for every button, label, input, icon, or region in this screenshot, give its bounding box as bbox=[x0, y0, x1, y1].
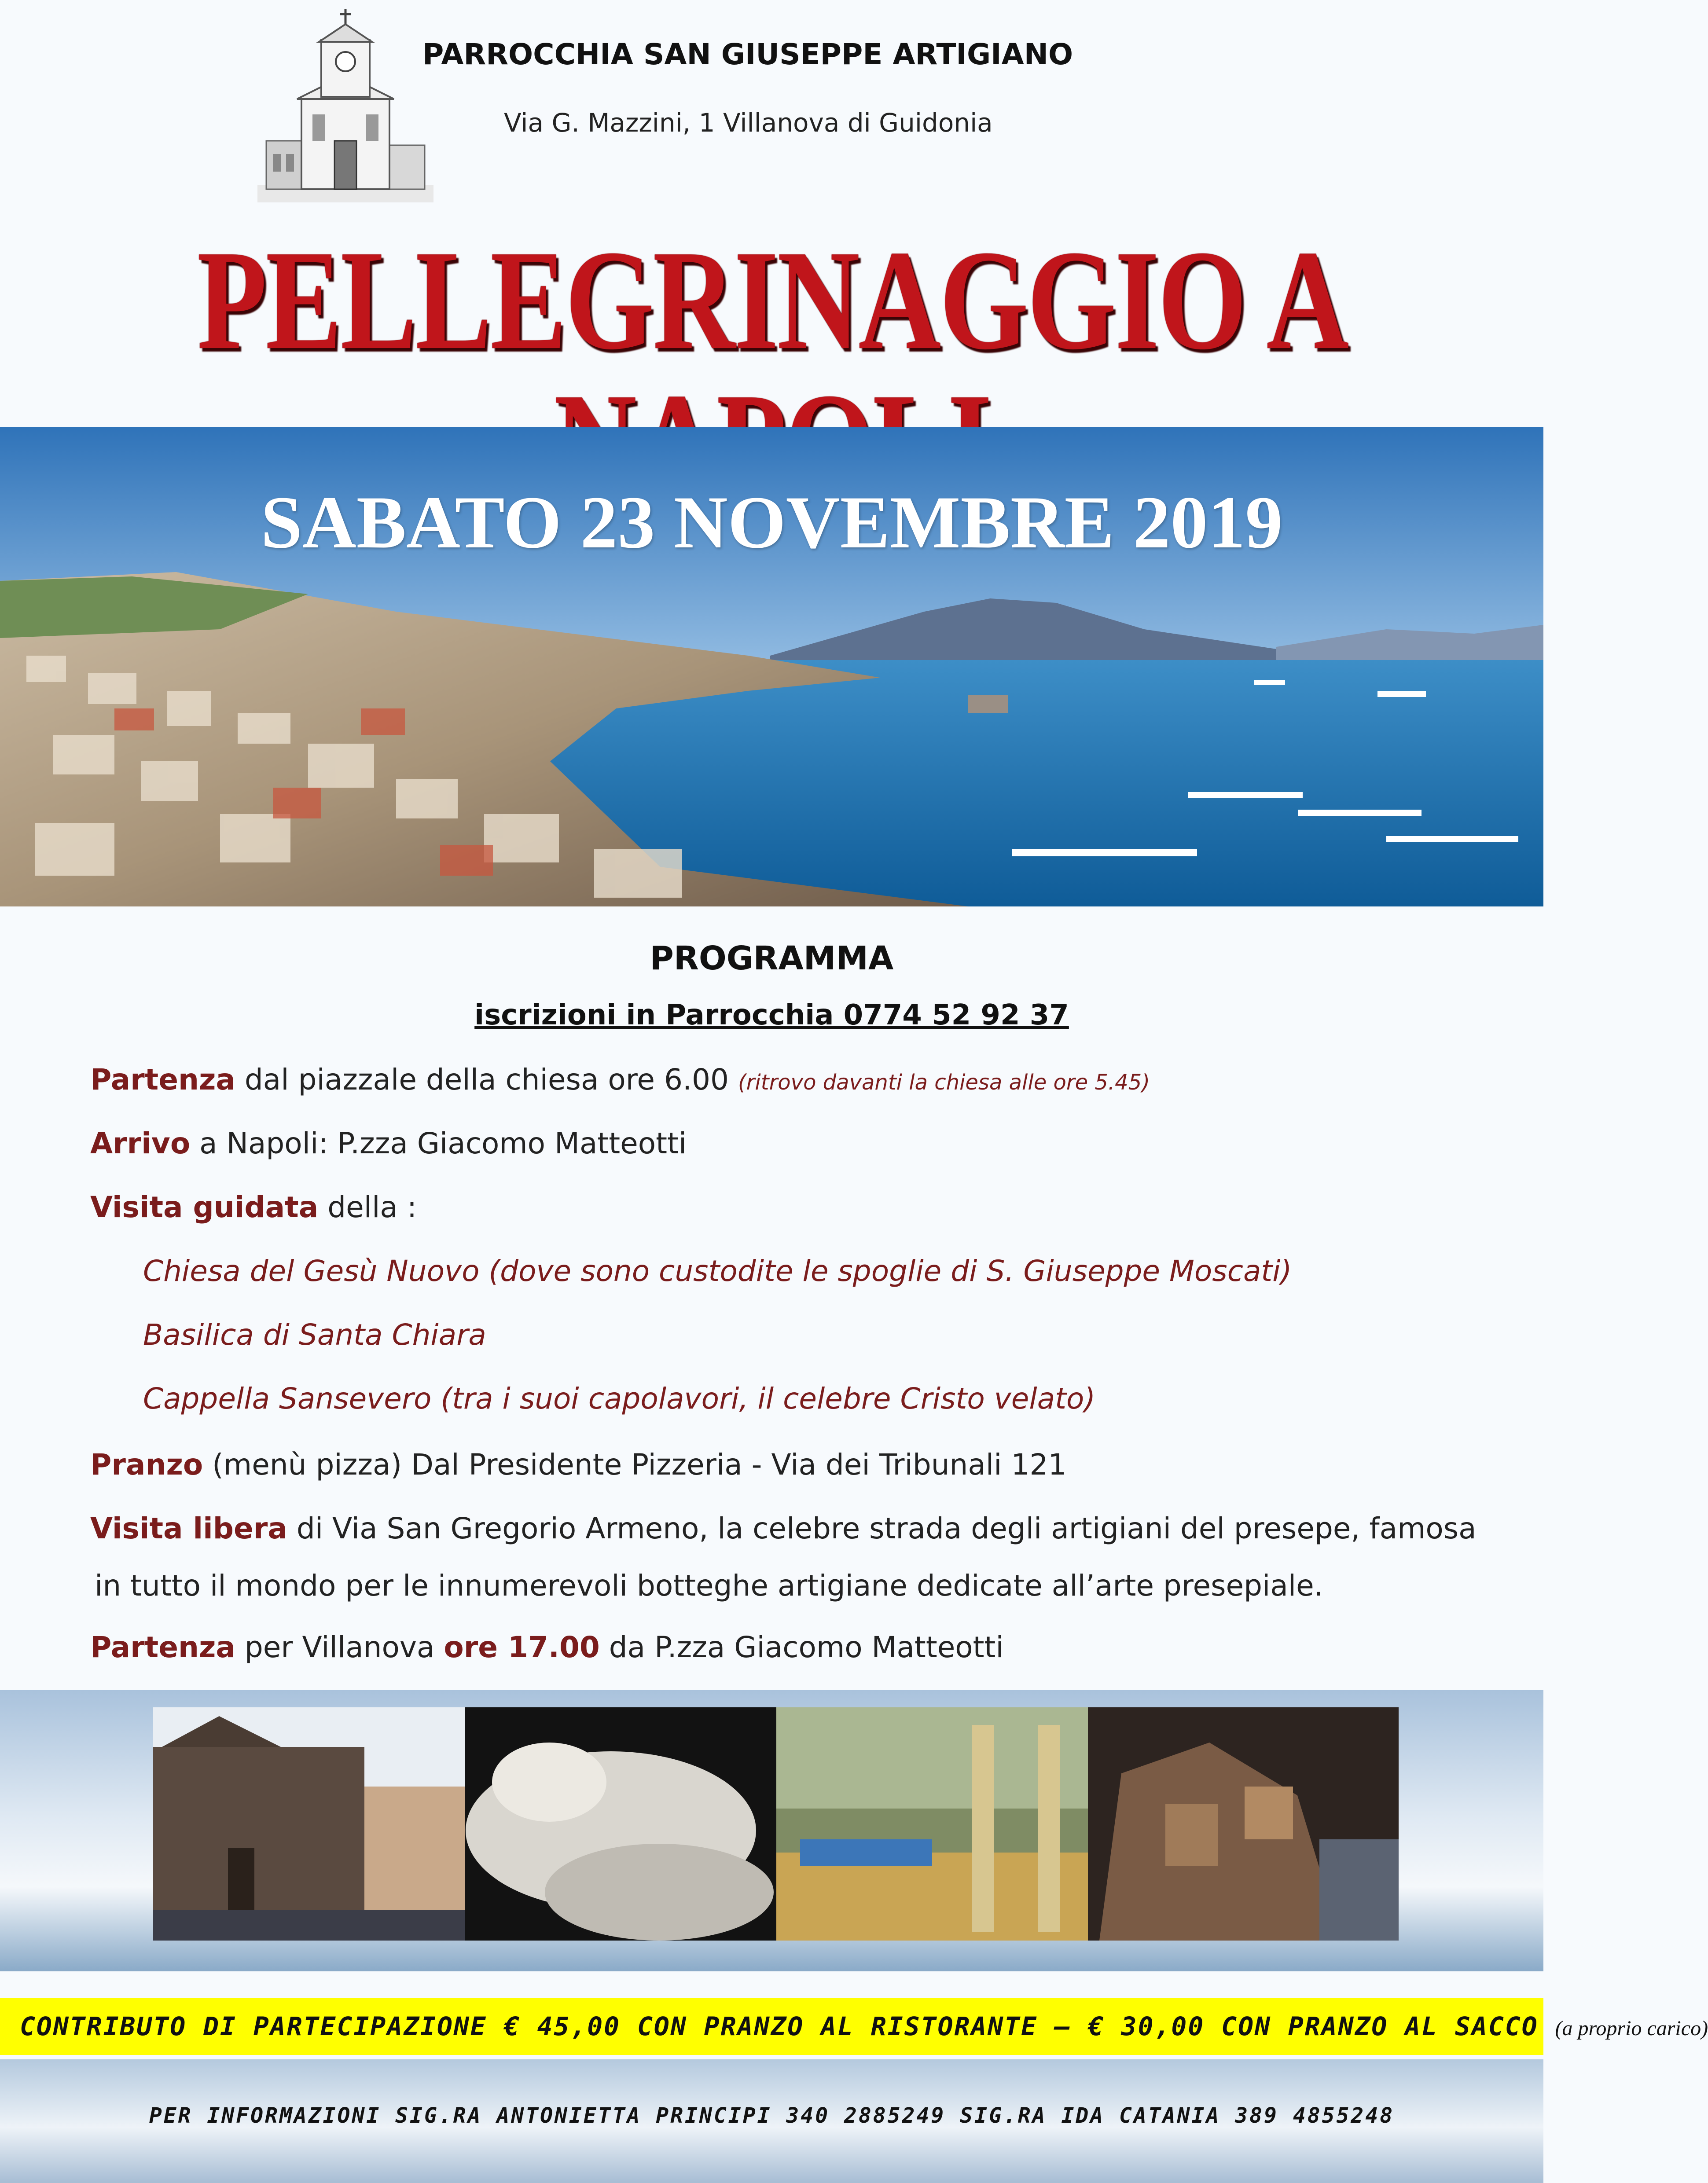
photo-collage bbox=[153, 1707, 1399, 1941]
contribution-amounts: CONTRIBUTO DI PARTECIPAZIONE € 45,00 CON PRANZO AL RISTORANTE – € 30,00 CON PRANZO AL SACCO bbox=[20, 2011, 1555, 2041]
veiled-christ-photo bbox=[465, 1707, 776, 1941]
guided-visit-text: della : bbox=[318, 1190, 417, 1224]
program-return bbox=[90, 1630, 1004, 1664]
site-item: Cappella Sansevero (tra i suoi capolavori, il celebre Cristo velato) bbox=[143, 1382, 1096, 1416]
departure-label: Partenza bbox=[90, 1063, 235, 1097]
return-text: per Villanova bbox=[235, 1630, 444, 1664]
site-item: Basilica di Santa Chiara bbox=[143, 1318, 486, 1352]
program-lunch bbox=[90, 1448, 1066, 1482]
arrival-text: a Napoli: P.zza Giacomo Matteotti bbox=[190, 1126, 687, 1160]
contribution-text bbox=[20, 2011, 1708, 2041]
program-free-visit bbox=[90, 1512, 1477, 1545]
program-guided-visit bbox=[90, 1190, 417, 1224]
free-visit-text-line2: in tutto il mondo per le innumerevoli botteghe artigiane dedicate all’arte presepiale. bbox=[95, 1569, 1323, 1603]
free-visit-text: di Via San Gregorio Armeno, la celebre strada degli artigiani del presepe, famosa bbox=[287, 1512, 1477, 1545]
guided-visit-label: Visita guidata bbox=[90, 1190, 319, 1224]
lunch-label: Pranzo bbox=[90, 1448, 203, 1482]
return-time: ore 17.00 bbox=[444, 1630, 600, 1664]
parish-name: PARROCCHIA SAN GIUSEPPE ARTIGIANO bbox=[422, 37, 1073, 71]
return-label: Partenza bbox=[90, 1630, 235, 1664]
nativity-scene-photo bbox=[1088, 1707, 1399, 1941]
departure-note: (ritrovo davanti la chiesa alle ore 5.45) bbox=[738, 1070, 1150, 1095]
event-date: SABATO 23 NOVEMBRE 2019 bbox=[261, 481, 1283, 564]
arrival-label: Arrivo bbox=[90, 1126, 191, 1160]
lunch-text: (menù pizza) Dal Presidente Pizzeria - Via dei Tribunali 121 bbox=[203, 1448, 1067, 1482]
program-heading: PROGRAMMA bbox=[650, 939, 894, 977]
program-arrival bbox=[90, 1126, 687, 1160]
contribution-banner bbox=[0, 1998, 1708, 2055]
site-item: Chiesa del Gesù Nuovo (dove sono custodite le spoglie di S. Giuseppe Moscati) bbox=[143, 1254, 1292, 1288]
signup-info: iscrizioni in Parrocchia 0774 52 92 37 bbox=[474, 999, 1069, 1031]
free-visit-label: Visita libera bbox=[90, 1512, 287, 1545]
church-icon bbox=[257, 9, 433, 202]
contribution-note: (a proprio carico) bbox=[1555, 2017, 1708, 2040]
departure-text: dal piazzale della chiesa ore 6.00 bbox=[235, 1063, 738, 1097]
return-place: da P.zza Giacomo Matteotti bbox=[599, 1630, 1004, 1664]
santa-chiara-cloister-photo bbox=[776, 1707, 1088, 1941]
program-departure bbox=[90, 1063, 1150, 1097]
parish-address: Via G. Mazzini, 1 Villanova di Guidonia bbox=[504, 108, 993, 138]
gesu-nuovo-photo bbox=[153, 1707, 465, 1941]
page-title: PELLEGRINAGGIO A bbox=[197, 221, 1348, 379]
footer-contact-info: PER INFORMAZIONI SIG.RA ANTONIETTA PRINCIPI 340 2885249 SIG.RA IDA CATANIA 389 4855248 bbox=[149, 2103, 1395, 2128]
